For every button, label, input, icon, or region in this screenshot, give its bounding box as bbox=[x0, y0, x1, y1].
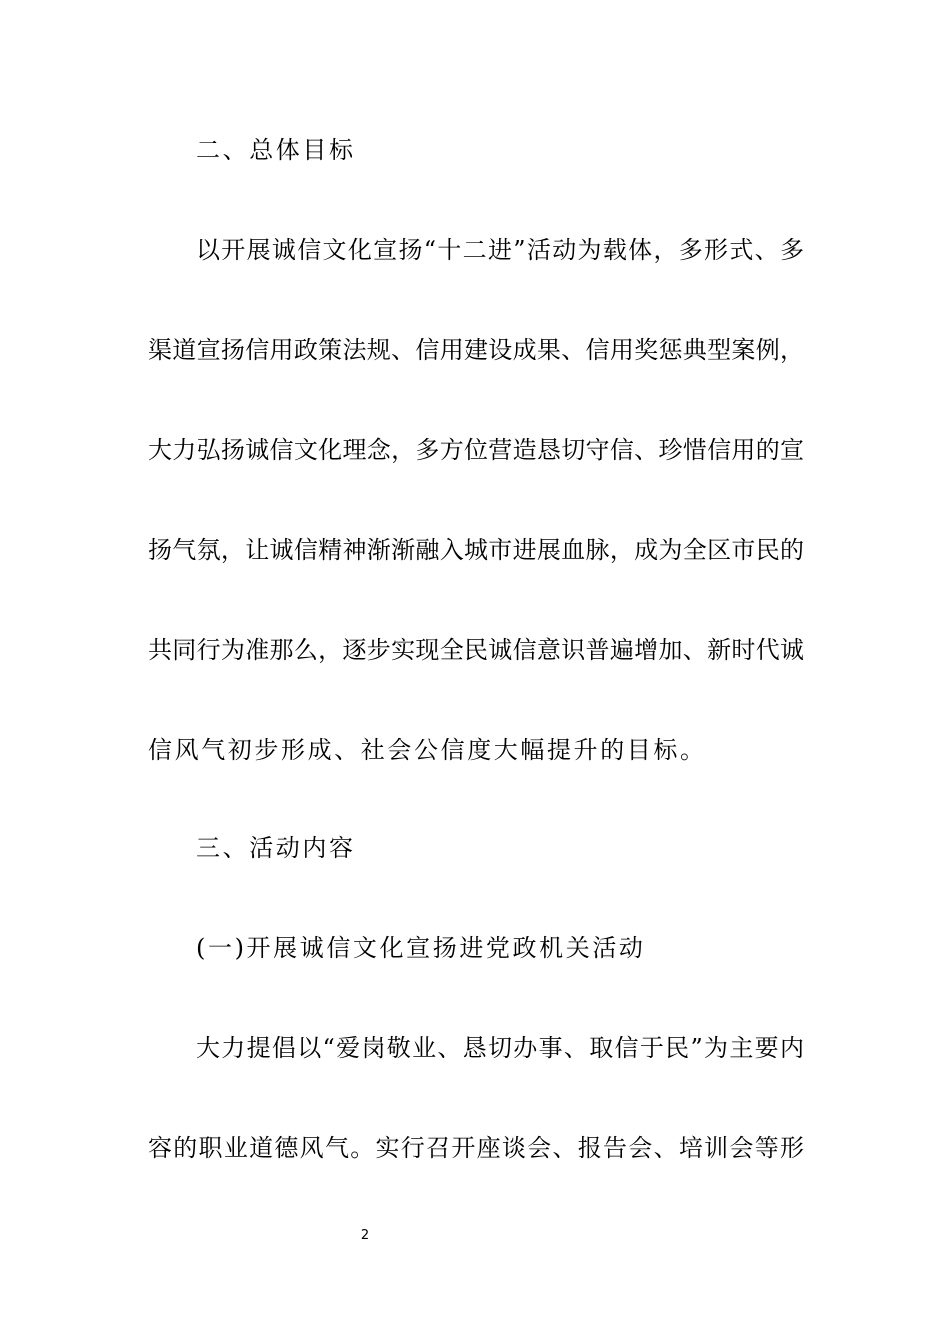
section-heading-overall-goal: 二、总体目标 bbox=[196, 136, 356, 164]
subsection-heading-party-organs: (一)开展诚信文化宣扬进党政机关活动 bbox=[196, 934, 646, 962]
section-heading-activity-content: 三、活动内容 bbox=[196, 834, 356, 862]
paragraph-line: 大力弘扬诚信文化理念，多方位营造恳切守信、珍惜信用的宣 bbox=[148, 436, 804, 464]
paragraph-line: 渠道宣扬信用政策法规、信用建设成果、信用奖惩典型案例， bbox=[148, 336, 804, 364]
paragraph-line: 信风气初步形成、社会公信度大幅提升的目标。 bbox=[148, 736, 707, 764]
paragraph-line: 共同行为准那么，逐步实现全民诚信意识普遍增加、新时代诚 bbox=[148, 636, 804, 664]
page-number: 2 bbox=[360, 1228, 370, 1243]
paragraph-line: 以开展诚信文化宣扬“十二进”活动为载体，多形式、多 bbox=[196, 236, 804, 264]
paragraph-line: 扬气氛，让诚信精神渐渐融入城市进展血脉，成为全区市民的 bbox=[148, 536, 804, 564]
paragraph-line: 大力提倡以“爱岗敬业、恳切办事、取信于民”为主要内 bbox=[196, 1034, 804, 1062]
paragraph-line: 容的职业道德风气。实行召开座谈会、报告会、培训会等形 bbox=[148, 1134, 804, 1162]
